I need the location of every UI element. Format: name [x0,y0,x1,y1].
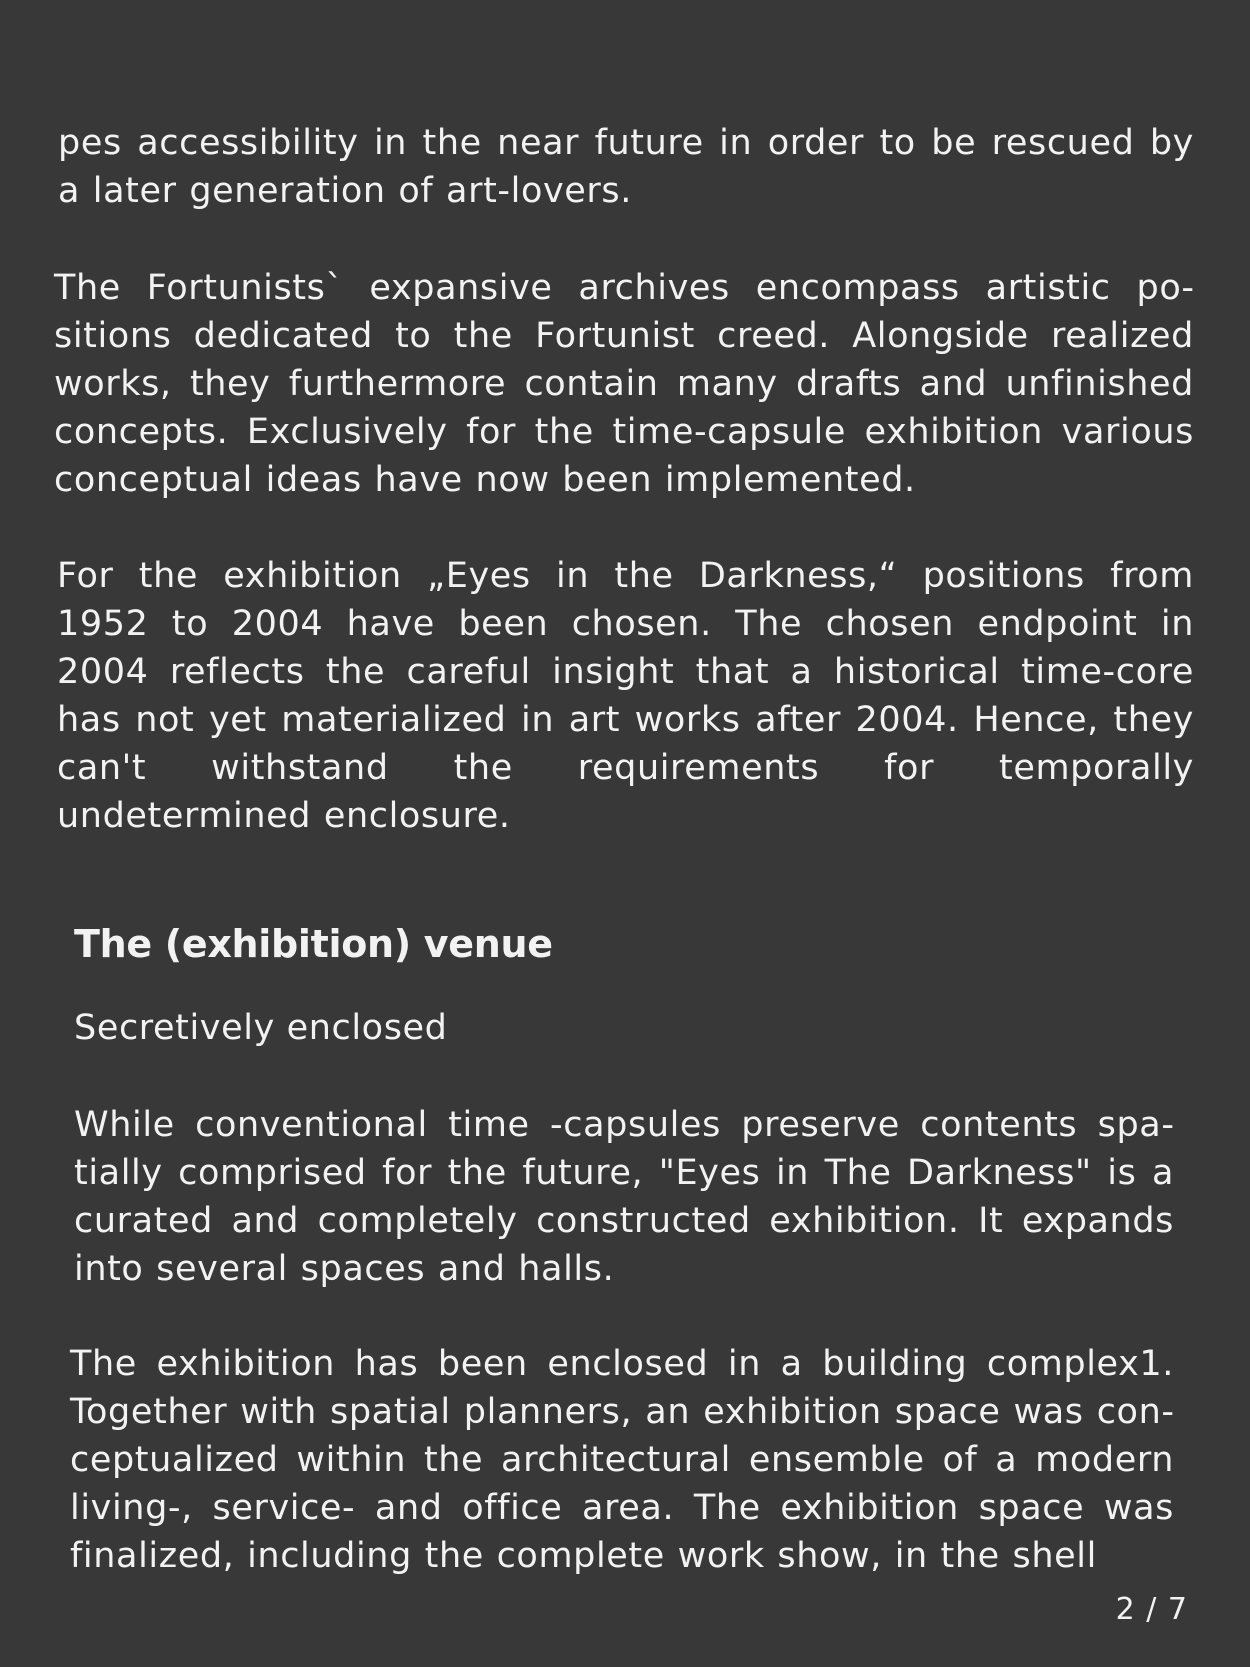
paragraph-accessibility: pes accessibility in the near future in order to be rescued by a later generation of art-lovers. [58,123,1194,211]
paragraph-time-capsules: While conventional time -capsules preserve contents spatially comprised for the future, "Eyes in The Darkness" is a curated and completely constructed exhibition. It expands into several spaces and halls. [74,1105,1174,1289]
paragraph-building-complex: The exhibition has been enclosed in a building complex1. Together with spatial planners, an exhibition space was conceptualized within the architectural ensemble of a modern living-, service- and office area. The exhibition space was finalized, including the complete work show, in the shell [70,1344,1174,1576]
page-indicator: 2 / 7 [1115,1592,1188,1627]
paragraph-exhibition-period: For the exhibition „Eyes in the Darkness,“ positions from 1952 to 2004 have been chosen. The chosen endpoint in 2004 reflects the careful insight that a historical time-core has not yet materialized in art works after 2004. Hence, they can't withstand the requirements for temporally undetermined enclosure. [57,556,1194,836]
paragraph-archives: The Fortunists` expansive archives encompass artistic positions dedicated to the Fortunist creed. Alongside realized works, they furthermore contain many drafts and unfinished concepts. Exclusively for the time-capsule exhibition various conceptual ideas have now been implemented. [54,268,1194,500]
section-heading-venue: The (exhibition) venue [74,922,553,966]
section-subheading: Secretively enclosed [74,1008,448,1048]
